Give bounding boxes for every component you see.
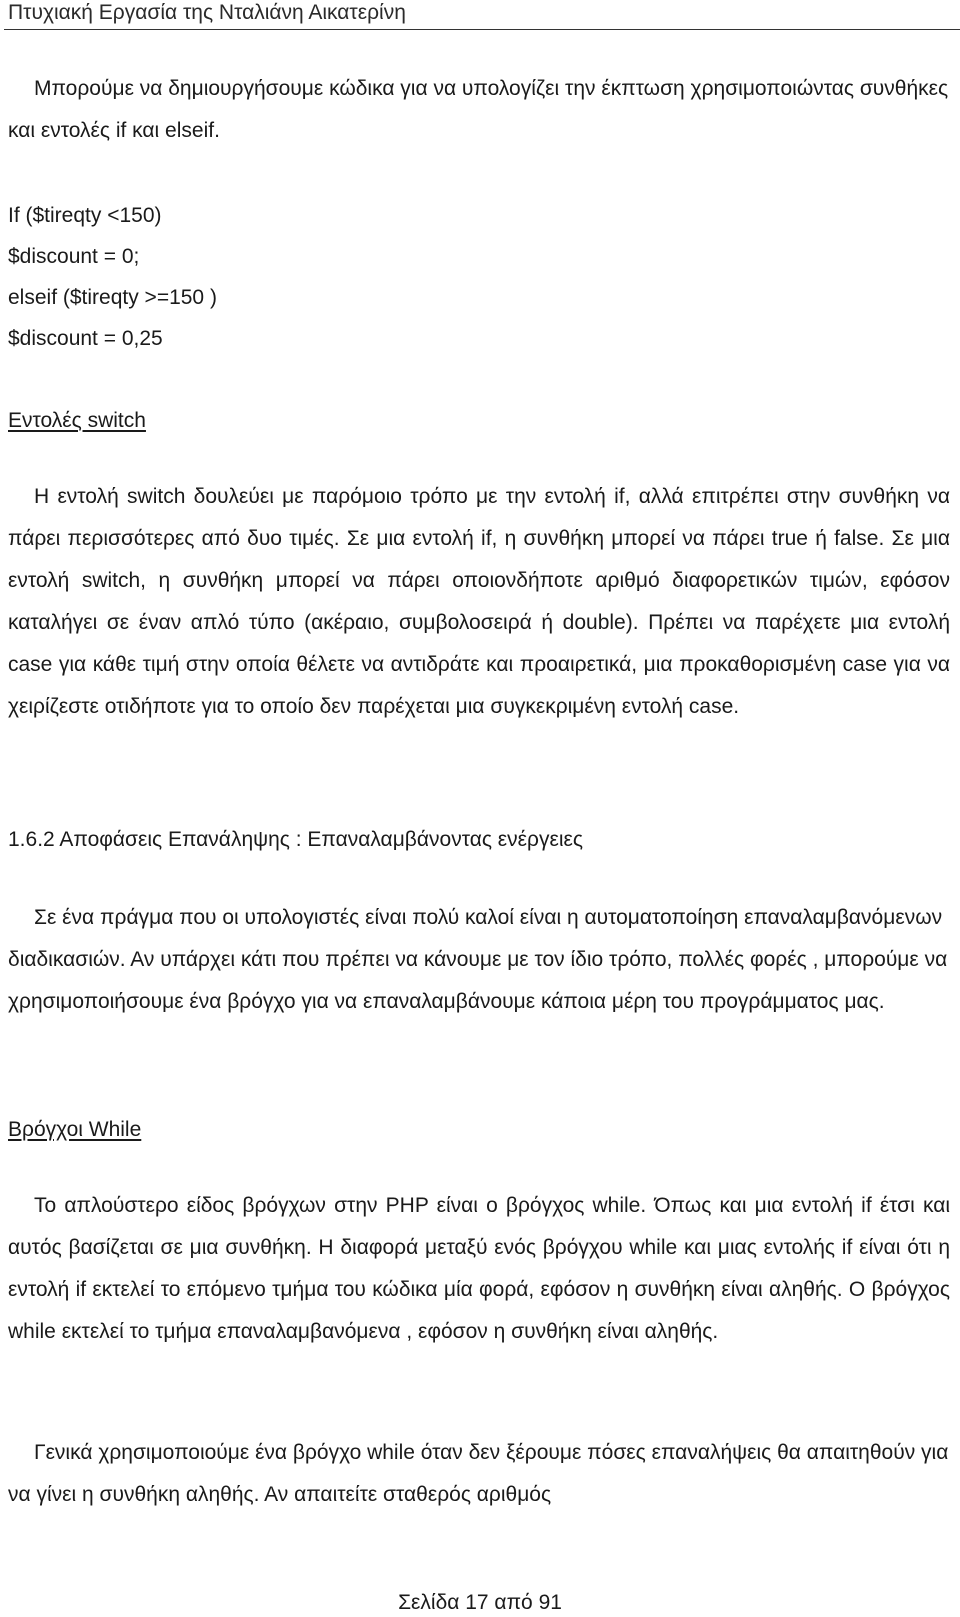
loops-paragraph: Σε ένα πράγμα που οι υπολογιστές είναι πολύ καλοί είναι η αυτοματοποίηση επαναλαμβανόμενων διαδικασιών. Αν υπάρχει κάτι που πρέπει να κάνουμε με τον ίδιο τρόπο, πολλές φορές , μπορούμε να χρησιμοποιήσουμε ένα βρόγχο για να επαναλαμβάνουμε κάποια μέρη του προγράμματος μας. [8,906,948,1013]
section-heading-while: Βρόγχοι While [8,1118,142,1141]
header-divider [4,29,960,30]
section-heading-switch: Εντολές switch [8,409,146,432]
code-line: If ($tireqty <150) [8,204,162,227]
running-header: Πτυχιακή Εργασία της Νταλιάνη Αικατερίνη [8,1,406,24]
page-number: Σελίδα 17 από 91 [398,1591,562,1614]
code-line: $discount = 0; [8,245,140,268]
code-line: elseif ($tireqty >=150 ) [8,286,217,309]
while-paragraph-1: Το απλούστερο είδος βρόγχων στην PHP είναι ο βρόγχος while. Όπως και μια εντολή if έτσι και αυτός βασίζεται σε μια συνθήκη. Η διαφορά μεταξύ ενός βρόγχου while και μιας εντολής if είναι ότι η εντολή if εκτελεί το επόμενο τμήμα του κώδικα μία φορά, εφόσον η συνθήκη είναι αληθής. Ο βρόγχος while εκτελεί το τμήμα επαναλαμβανόμενα , εφόσον η συνθήκη είναι αληθής. [8,1194,950,1343]
intro-paragraph: Μπορούμε να δημιουργήσουμε κώδικα για να υπολογίζει την έκπτωση χρησιμοποιώντας συνθήκες και εντολές if και elseif. [8,77,949,142]
code-line: $discount = 0,25 [8,327,163,350]
while-paragraph-2: Γενικά χρησιμοποιούμε ένα βρόγχο while όταν δεν ξέρουμε πόσες επαναλήψεις θα απαιτηθούν για να γίνει η συνθήκη αληθής. Αν απαιτείτε σταθερός αριθμός [8,1441,949,1506]
section-heading-loops: 1.6.2 Αποφάσεις Επανάληψης : Επαναλαμβάνοντας ενέργειες [8,828,583,851]
switch-paragraph: Η εντολή switch δουλεύει με παρόμοιο τρόπο με την εντολή if, αλλά επιτρέπει στην συνθήκη να πάρει περισσότερες από δυο τιμές. Σε μια εντολή if, η συνθήκη μπορεί να πάρει true ή false. Σε μια εντολή switch, η συνθήκη μπορεί να πάρει οποιονδήποτε αριθμό διαφορετικών τιμών, εφόσον καταλήγει σε έναν απλό τύπο (ακέραιο, συμβολοσειρά ή double). Πρέπει να παρέχετε μια εντολή case για κάθε τιμή στην οποία θέλετε να αντιδράτε και προαιρετικά, μια προκαθορισμένη case για να χειρίζεστε οτιδήποτε για το οποίο δεν παρέχεται μια συγκεκριμένη εντολή case. [8,485,950,718]
